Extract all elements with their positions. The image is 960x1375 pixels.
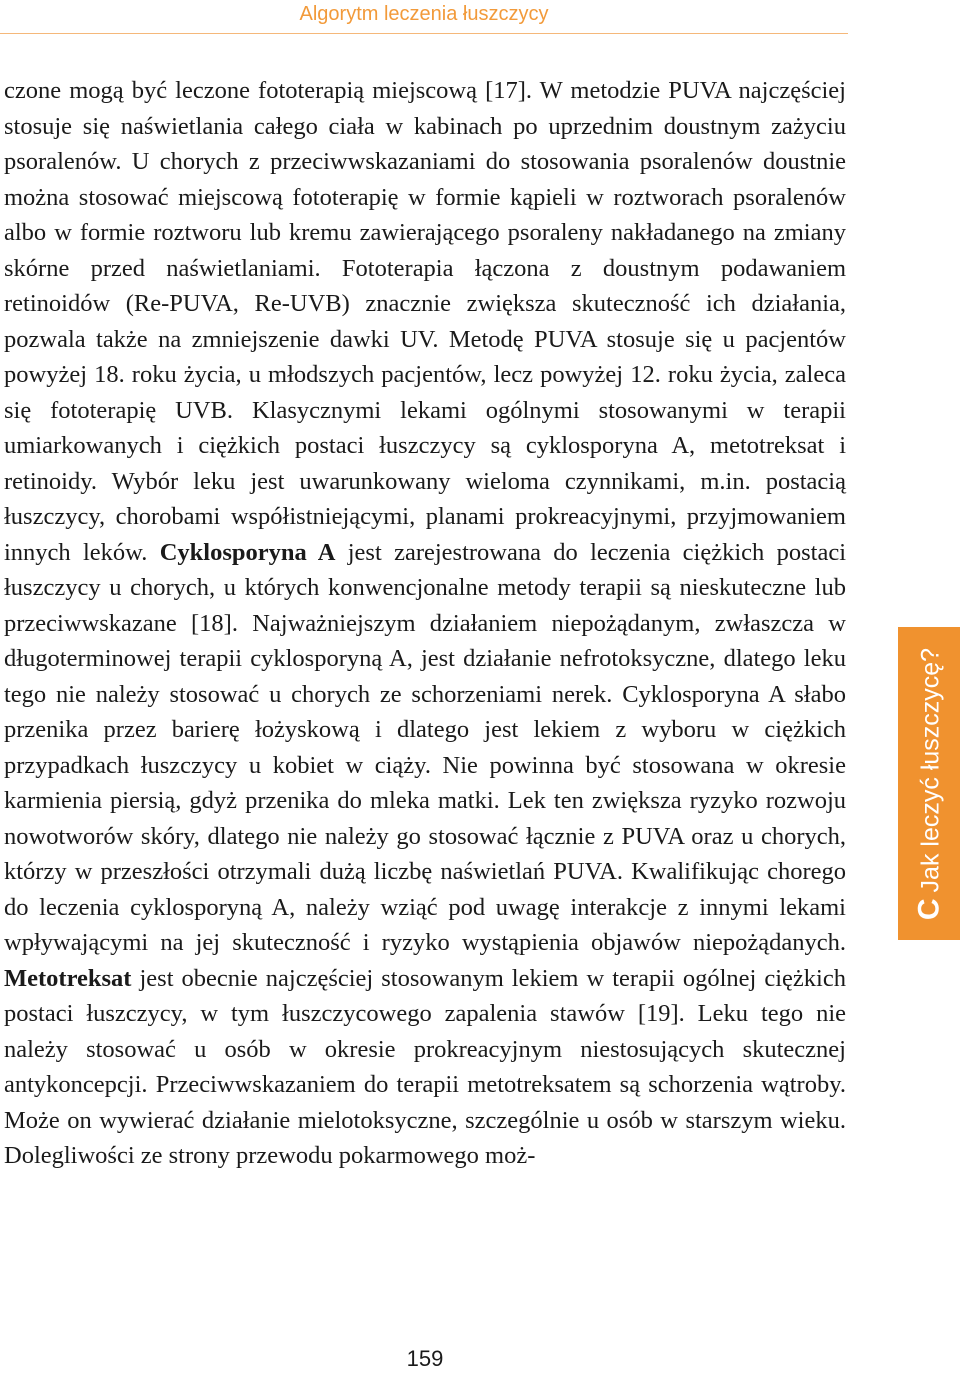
- page-header: [0, 0, 960, 44]
- term-cyklosporyna: Cyklosporyna A: [159, 538, 336, 566]
- chapter-letter: C: [912, 897, 946, 920]
- running-title: Algorytm leczenia łuszczycy: [299, 3, 549, 25]
- chapter-title: Jak leczyć łuszczycę?: [916, 647, 945, 892]
- chapter-side-tab: [898, 627, 960, 940]
- term-metotreksat: Metotreksat: [4, 964, 132, 992]
- body-text-part-2: jest zarejestrowana do leczenia ciężkich postaci łuszczycy u chorych, u których konwencjonalne metody terapii są nieskuteczne lub przeciwwskazane [18]. Najważniejszym działaniem niepożądanym, zwłaszcza w długoterminowej terapii cyklosporyną A, jest działanie nefrotoksyczne, dlatego leku tego nie należy stosować u chorych ze schorzeniami nerek. Cyklosporyna A słabo przenika przez barierę łożyskową i dlatego jest lekiem z wyboru w ciężkich przypadkach łuszczycy u kobiet w ciąży. Nie powinna być stosowana w okresie karmienia piersią, gdyż przenika do mleka matki. Lek ten zwiększa ryzyko rozwoju nowotworów skóry, dlatego nie należy go stosować łącznie z PUVA oraz u chorych, którzy w przeszłości otrzymali dużą liczbę naświetlań PUVA. Kwalifikując chorego do leczenia cyklosporyną A, należy wziąć pod uwagę interakcje z innymi lekami wpływającymi na jej skuteczność i ryzyko wystąpienia objawów niepożądanych.: [4, 538, 847, 956]
- body-text-part-1: czone mogą być leczone fototerapią miejscową [17]. W metodzie PUVA najczęściej stosuje się naświetlania całego ciała w kabinach po uprzednim doustnym zażyciu psoralenów. U chorych z przeciwwskazaniami do stosowania psoralenów doustnie można stosować miejscową fototerapię w formie kąpieli w roztworach psoralenów albo w formie roztworu lub kremu zawierającego psoraleny nakładanego na zmiany skórne przed naświetlaniami. Fototerapia łączona z doustnym podawaniem retinoidów (Re-PUVA, Re-UVB) znacznie zwiększa skuteczność ich działania, pozwala także na zmniejszenie dawki UV. Metodę PUVA stosuje się u pacjentów powyżej 18. roku życia, u młodszych pacjentów, lecz powyżej 12. roku życia, zaleca się fototerapię UVB. Klasycznymi lekami ogólnymi stosowanymi w terapii umiarkowanych i ciężkich postaci łuszczycy są cyklosporyna A, metotreksat i retinoidy. Wybór leku jest uwarunkowany wieloma czynnikami, m.in. postacią łuszczycy, chorobami współistniejącymi, planami prokreacyjnymi, przyjmowaniem innych leków.: [4, 77, 846, 566]
- body-paragraph: [4, 73, 846, 1174]
- body-text-part-3: jest obecnie najczęściej stosowanym lekiem w terapii ogólnej ciężkich postaci łuszczycy, w tym łuszczycowego zapalenia stawów [19]. Leku tego nie należy stosować u osób w okresie prokreacyjnym niestosujących skutecznej antykoncepcji. Przeciwwskazaniem do terapii metotreksatem są schorzenia wątroby. Może on wywierać działanie mielotoksyczne, szczególnie u osób w starszym wieku. Dolegliwości ze strony przewodu pokarmowego moż-: [4, 964, 846, 1169]
- header-rule: [0, 33, 848, 34]
- side-tab-label: [910, 627, 950, 940]
- page-number: 159: [406, 1346, 444, 1371]
